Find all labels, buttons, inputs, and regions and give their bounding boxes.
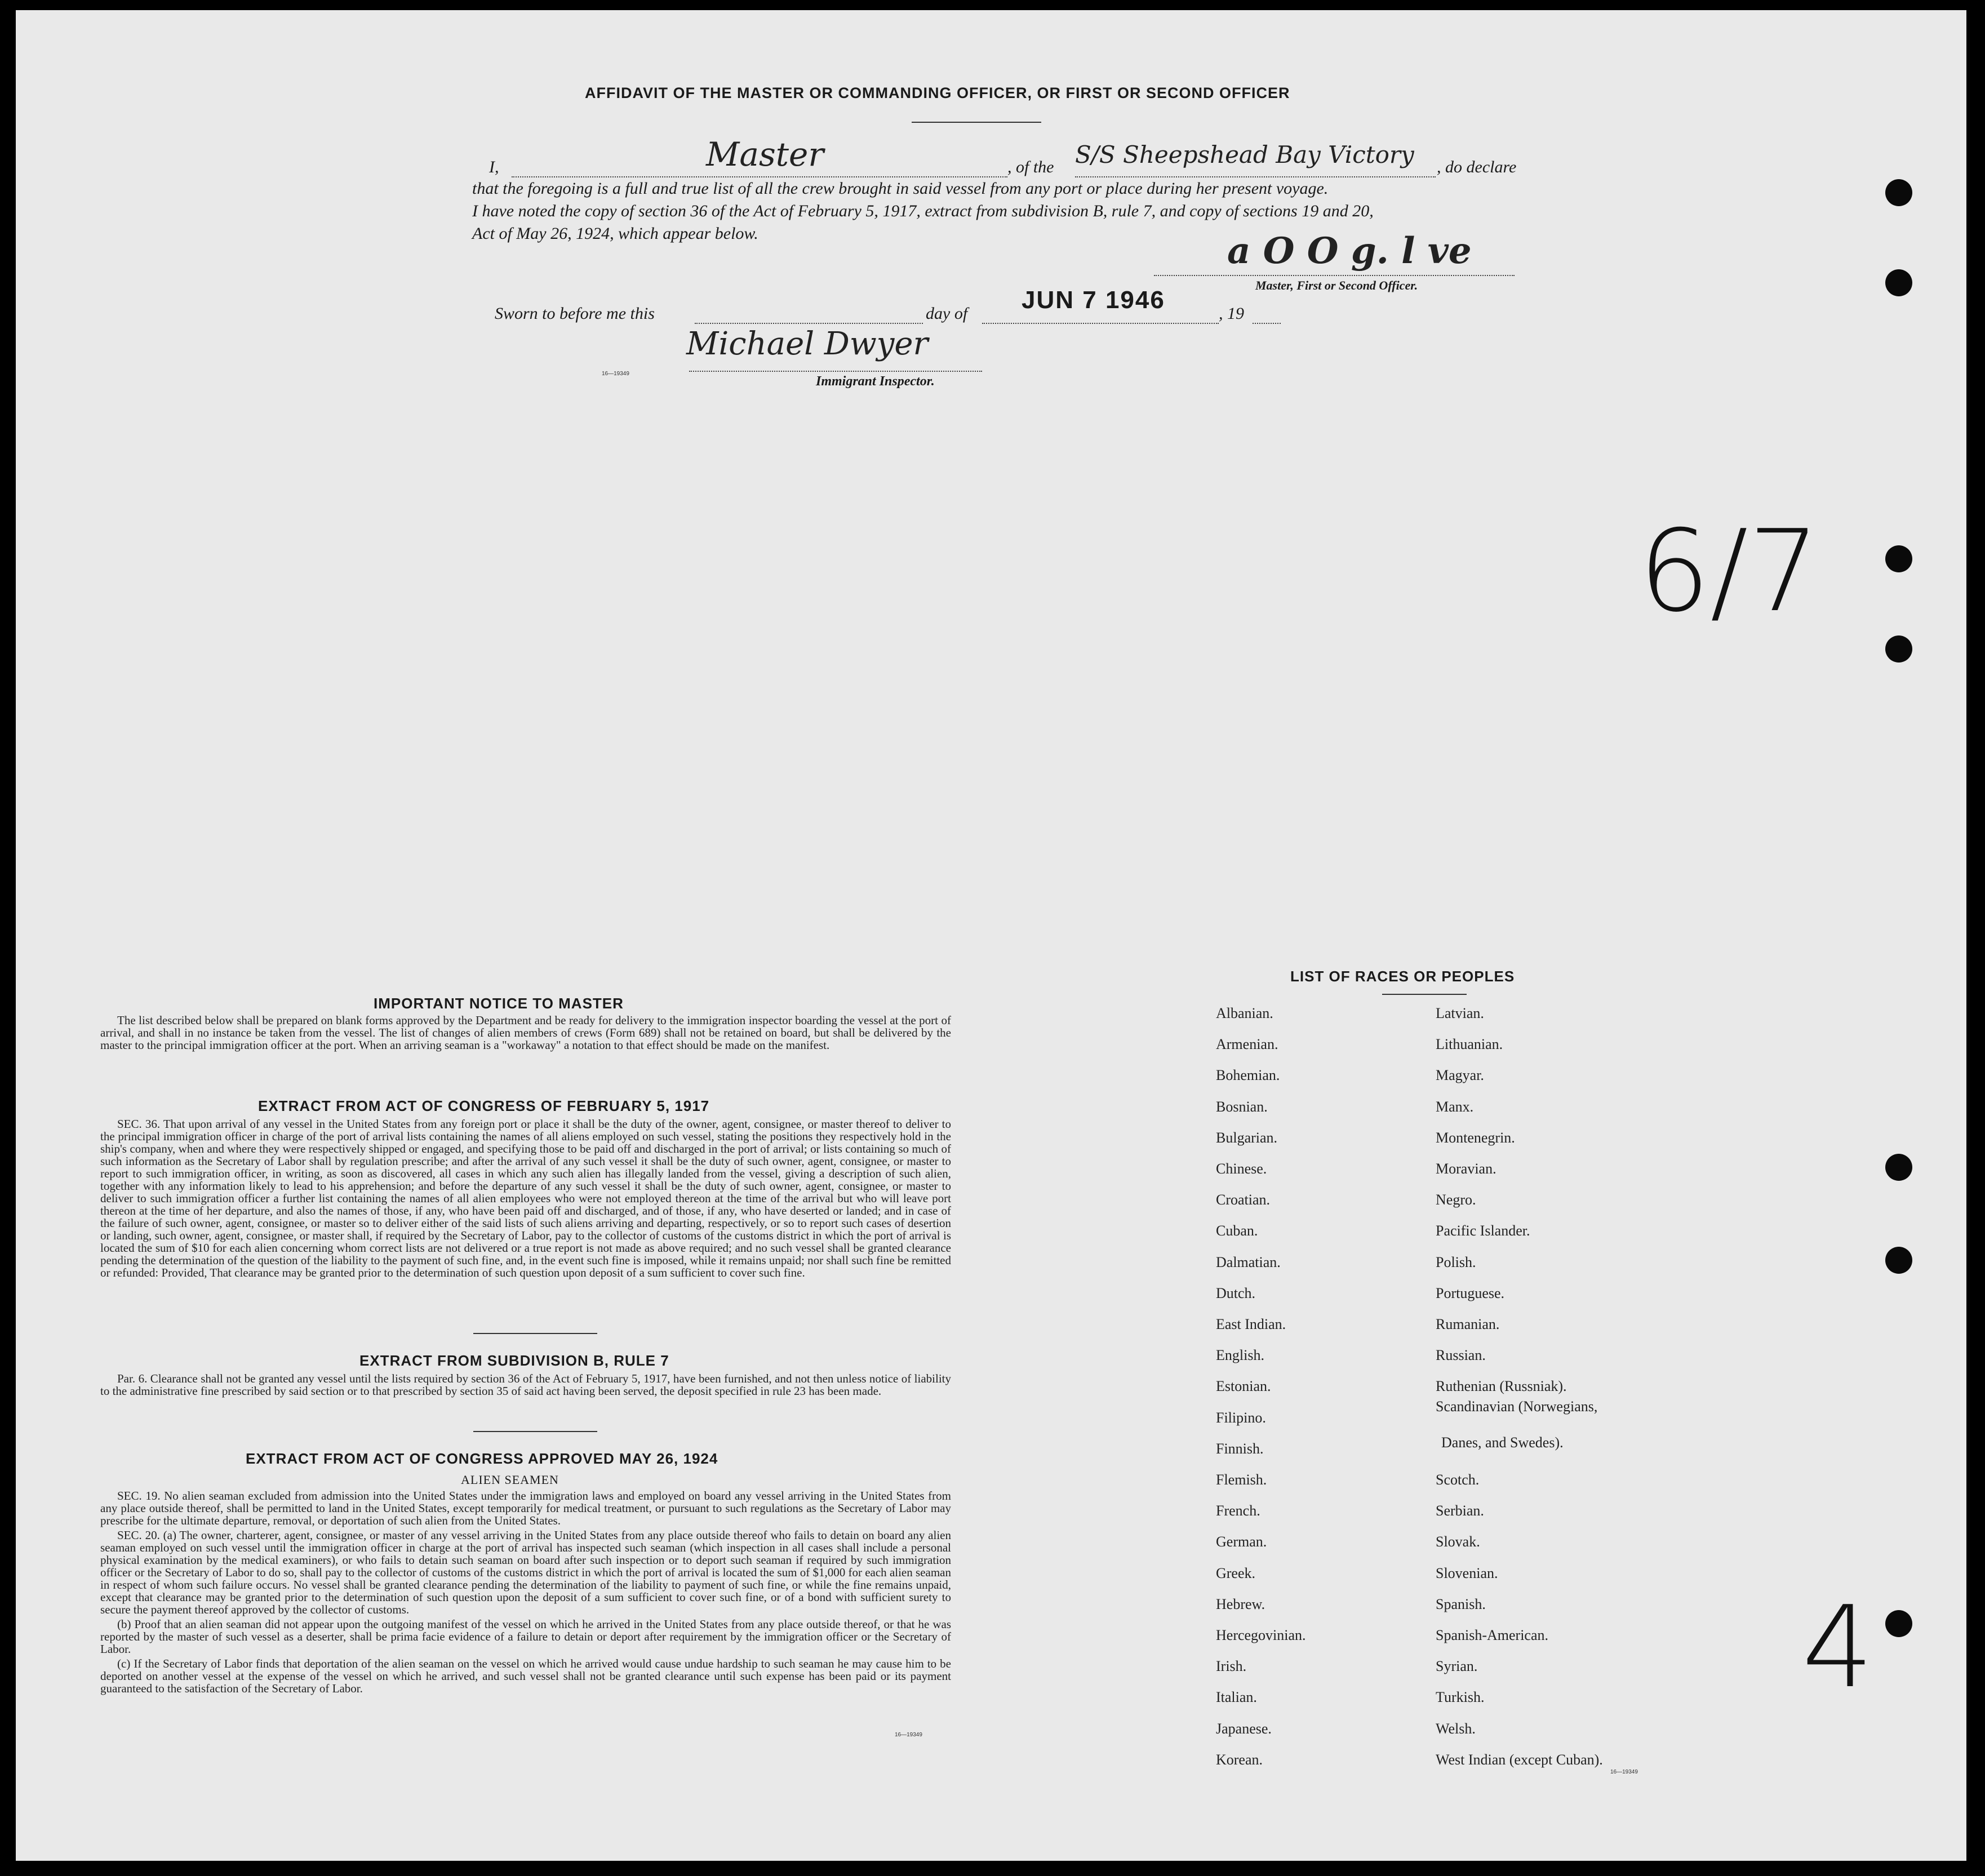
inspector-signature-line: [689, 371, 982, 372]
sec-19-paragraph: SEC. 19. No alien seaman excluded from admission into the United States under the immigration laws and employed on board any vessel arriving in the United States from any place outside thereof, shall be permitted to land in the United States, except temporarily for medical treatment, or pursuant to such regulations as the Secretary of Labor may prescribe for the ultimate departure, removal, or deportation of such alien from the United States.: [100, 1489, 951, 1527]
handwritten-vessel: S/S Sheepshead Bay Victory: [1075, 141, 1414, 168]
extract-1917-title: EXTRACT FROM ACT OF CONGRESS OF FEBRUARY 5, 1917: [258, 1097, 710, 1114]
notice-form-code: 16—19349: [895, 1732, 922, 1738]
affidavit-i-label: I,: [489, 158, 499, 176]
race-item: Cuban.: [1216, 1222, 1258, 1239]
race-item: German.: [1216, 1533, 1267, 1550]
race-item: Estonian.: [1216, 1378, 1271, 1395]
extract-rule7-text: [100, 1372, 951, 1399]
race-item: Bulgarian.: [1216, 1129, 1278, 1146]
master-signature-caption: Master, First or Second Officer.: [1255, 278, 1418, 292]
punch-hole: [1885, 179, 1912, 206]
race-item: Magyar.: [1436, 1067, 1484, 1084]
race-item: Welsh.: [1436, 1720, 1476, 1737]
race-item: Scotch.: [1436, 1472, 1480, 1488]
race-item: Spanish.: [1436, 1595, 1486, 1612]
race-item: Korean.: [1216, 1751, 1263, 1768]
sworn-label: Sworn to before me this: [495, 304, 655, 323]
race-item: Russian.: [1436, 1347, 1486, 1364]
race-item: Dalmatian.: [1216, 1253, 1281, 1270]
race-item: Montenegrin.: [1436, 1129, 1515, 1146]
race-item: East Indian.: [1216, 1316, 1286, 1332]
section-divider: [473, 1333, 597, 1334]
race-item: Moravian.: [1436, 1161, 1496, 1177]
race-item: Syrian.: [1436, 1658, 1478, 1675]
race-item: Filipino.: [1216, 1409, 1266, 1426]
race-item: Scandinavian (Norwegians,: [1436, 1398, 1598, 1415]
affidavit-line-4: Act of May 26, 1924, which appear below.: [472, 224, 758, 243]
extract-1917-text: [100, 1118, 951, 1281]
extract-rule7-title: EXTRACT FROM SUBDIVISION B, RULE 7: [359, 1352, 669, 1369]
race-item: Manx.: [1436, 1098, 1474, 1115]
handwritten-master: Master: [706, 135, 824, 174]
punch-hole: [1885, 1610, 1912, 1637]
race-item: Croatian.: [1216, 1192, 1271, 1208]
race-item: Armenian.: [1216, 1036, 1278, 1053]
extract-1924-title: EXTRACT FROM ACT OF CONGRESS APPROVED MAY 26, 1924: [246, 1450, 718, 1467]
race-item: Finnish.: [1216, 1440, 1264, 1457]
affidavit-line-3: I have noted the copy of section 36 of the Act of February 5, 1917, extract from subdivision B, rule 7, and copy of sections 19 and 20,: [472, 202, 1374, 220]
race-item: Hercegovinian.: [1216, 1627, 1306, 1643]
race-item: West Indian (except Cuban).: [1436, 1751, 1603, 1768]
race-item: Bohemian.: [1216, 1067, 1280, 1084]
race-item: Latvian.: [1436, 1005, 1484, 1021]
notice-text: [100, 1014, 951, 1053]
affidavit-form-code: 16—19349: [602, 371, 629, 377]
races-title: LIST OF RACES OR PEOPLES: [1290, 968, 1515, 985]
affidavit-title: AFFIDAVIT OF THE MASTER OR COMMANDING OFFICER, OR FIRST OR SECOND OFFICER: [585, 85, 1290, 101]
sworn-year-label: , 19: [1219, 304, 1244, 323]
margin-note-fraction: 6/7: [1638, 506, 1820, 637]
sec-20a-paragraph: SEC. 20. (a) The owner, charterer, agent, consignee, or master of any vessel arriving in the United States from any place outside thereof who fails to detain on board any alien seaman employed on such vessel until the immigration officer in charge at the port of arrival has inspected such seaman (which inspection in all cases shall include a personal physical examination by the medical examiners), or who fails to detain such seaman on board after such inspection or to deport such seaman if required by such immigration officer or the Secretary of Labor to do so, shall pay to the collector of customs of the customs district in which the port of arrival is located the sum of $1,000 for each alien seaman in respect of whom such failure occurs. No vessel shall be granted clearance pending the determination of the liability to payment of such fine, or while the fine remains unpaid, except that clearance may be granted prior to the determination of such question upon the deposit of a sum sufficient to cover such fine, or of a bond with sufficient surety to secure the payment thereof approved by the collector of customs.: [100, 1528, 951, 1616]
race-item: Chinese.: [1216, 1161, 1267, 1177]
races-divider: [1382, 994, 1467, 995]
race-item: Portuguese.: [1436, 1284, 1505, 1301]
punch-hole: [1885, 635, 1912, 663]
race-item: Ruthenian (Russniak).: [1436, 1378, 1567, 1395]
section-divider: [473, 1431, 597, 1432]
affidavit-of-the-label: , of the: [1007, 158, 1054, 176]
extract-1917-paragraph: SEC. 36. That upon arrival of any vessel in the United States from any foreign port or place it shall be the duty of the owner, agent, consignee, or master thereof to deliver to the principal immigration officer in charge of the port of arrival lists containing the names of all aliens employed on such vessel, stating the positions they respectively hold in the ship's company, when and where they were respectively shipped or engaged, and specifying those to be paid off and discharged in the port of arrival; or lists containing so much of such information as the Secretary of Labor shall by regulation prescribe; and after the arrival of any such vessel it shall be the duty of such owner, agent, consignee, or master to report to such immigration officer, in writing, as soon as discovered, all cases in which any such alien has illegally landed from the vessel, giving a description of such alien, together with any information likely to lead to his apprehension; and before the departure of any such vessel it shall be the duty of such owner, agent, consignee, or master to deliver to such immigration officer a further list containing the names of all alien employees who were not employed thereon at the time of the arrival but who will leave port thereon at the time of her departure, and also the names of those, if any, who have been paid off and discharged, and of those, if any, who have deserted or landed; and in case of the failure of such owner, agent, consignee, or master so to deliver either of the said lists of such aliens arriving and departing, respectively, or so to report such cases of desertion or landing, such owner, agent, consignee, or master shall, if required by the Secretary of Labor, pay to the collector of customs of the customs district in which the port of arrival is located the sum of $10 for each alien concerning whom correct lists are not delivered or a true report is not made as above required; and no such vessel shall be granted clearance pending the determination of the question of the liability to the payment of such fine, and, in the event such fine is imposed, while it remains unpaid; nor shall such fine be remitted or refunded: Provided, That clearance may be granted prior to the determination of such question upon deposit of a sum sufficient to cover such fine.: [100, 1117, 951, 1279]
inspector-signature: Michael Dwyer: [686, 326, 929, 362]
race-item: Turkish.: [1436, 1689, 1485, 1706]
race-item: Slovak.: [1436, 1533, 1480, 1550]
signature-line: [1154, 275, 1515, 276]
races-form-code: 16—19349: [1610, 1769, 1638, 1775]
affidavit-line-2: that the foregoing is a full and true list of all the crew brought in said vessel from any port or place during her present voyage.: [472, 179, 1329, 198]
document-page: [16, 10, 1966, 1861]
race-item: Serbian.: [1436, 1502, 1484, 1519]
race-item: Pacific Islander.: [1436, 1222, 1530, 1239]
notice-title: IMPORTANT NOTICE TO MASTER: [374, 995, 624, 1012]
master-name-line: [512, 176, 1007, 177]
punch-hole: [1885, 545, 1912, 572]
date-stamp: JUN 7 1946: [1022, 286, 1165, 314]
sworn-year-line: [1253, 323, 1281, 324]
sworn-day-of-label: day of: [926, 304, 968, 323]
punch-hole: [1885, 1247, 1912, 1274]
race-item: Dutch.: [1216, 1284, 1256, 1301]
margin-note-four: 4: [1802, 1582, 1874, 1713]
extract-1924-subtitle: ALIEN SEAMEN: [461, 1473, 559, 1487]
race-item: Negro.: [1436, 1192, 1476, 1208]
race-item: Japanese.: [1216, 1720, 1272, 1737]
title-divider: [912, 122, 1041, 123]
race-item: Spanish-American.: [1436, 1627, 1549, 1643]
race-scandinavian-continued: Danes, and Swedes).: [1441, 1434, 1564, 1451]
vessel-name-line: [1075, 176, 1436, 177]
notice-paragraph: The list described below shall be prepared on blank forms approved by the Department and be ready for delivery to the immigration inspector boarding the vessel at the port of arrival, and shall in no instance be taken from the vessel. The list of changes of alien members of crews (Form 689) shall not be retained on board, but shall be delivered by the master to the principal immigration officer at the port. When an arriving seaman is a "workaway" a notation to that effect should be made on the manifest.: [100, 1013, 951, 1052]
race-item: Albanian.: [1216, 1005, 1273, 1021]
race-item: Rumanian.: [1436, 1316, 1500, 1332]
race-item: Flemish.: [1216, 1472, 1267, 1488]
race-item: English.: [1216, 1347, 1264, 1364]
affidavit-declare-label: , do declare: [1437, 158, 1517, 176]
sec-20c-paragraph: (c) If the Secretary of Labor finds that deportation of the alien seaman on the vessel on which he arrived would cause undue hardship to such seaman he may cause him to be deported on another vessel at the expense of the vessel on which he arrived, and such vessel shall not be granted clearance until such expense has been paid or its payment guaranteed to the satisfaction of the Secretary of Labor.: [100, 1657, 951, 1695]
race-item: French.: [1216, 1502, 1260, 1519]
race-item: Hebrew.: [1216, 1595, 1265, 1612]
extract-rule7-paragraph: Par. 6. Clearance shall not be granted any vessel until the lists required by section 36 of the Act of February 5, 1917, have been furnished, and not then unless notice of liability to the administrative fine prescribed by said section or to that prescribed by section 35 of said act having been served, the deposit specified in rule 23 has been made.: [100, 1372, 951, 1398]
sworn-month-line: [982, 323, 1219, 324]
race-item: Greek.: [1216, 1564, 1256, 1581]
race-item: Bosnian.: [1216, 1098, 1268, 1115]
master-signature: a O O g. l ve: [1227, 230, 1472, 272]
punch-hole: [1885, 269, 1912, 296]
extract-1924-text: [100, 1490, 951, 1697]
race-item: Polish.: [1436, 1253, 1476, 1270]
race-item: Irish.: [1216, 1658, 1247, 1675]
race-item: Slovenian.: [1436, 1564, 1498, 1581]
punch-hole: [1885, 1154, 1912, 1181]
race-item: Lithuanian.: [1436, 1036, 1503, 1053]
sworn-day-line: [695, 323, 923, 324]
inspector-caption: Immigrant Inspector.: [816, 374, 935, 389]
race-item: Italian.: [1216, 1689, 1257, 1706]
sec-20b-paragraph: (b) Proof that an alien seaman did not appear upon the outgoing manifest of the vessel on which he arrived in the United States from any place outside thereof, or that he was reported by the master of such vessel as a deserter, shall be prima facie evidence of a failure to detain or deport after requirement by the immigration officer or the Secretary of Labor.: [100, 1617, 951, 1656]
